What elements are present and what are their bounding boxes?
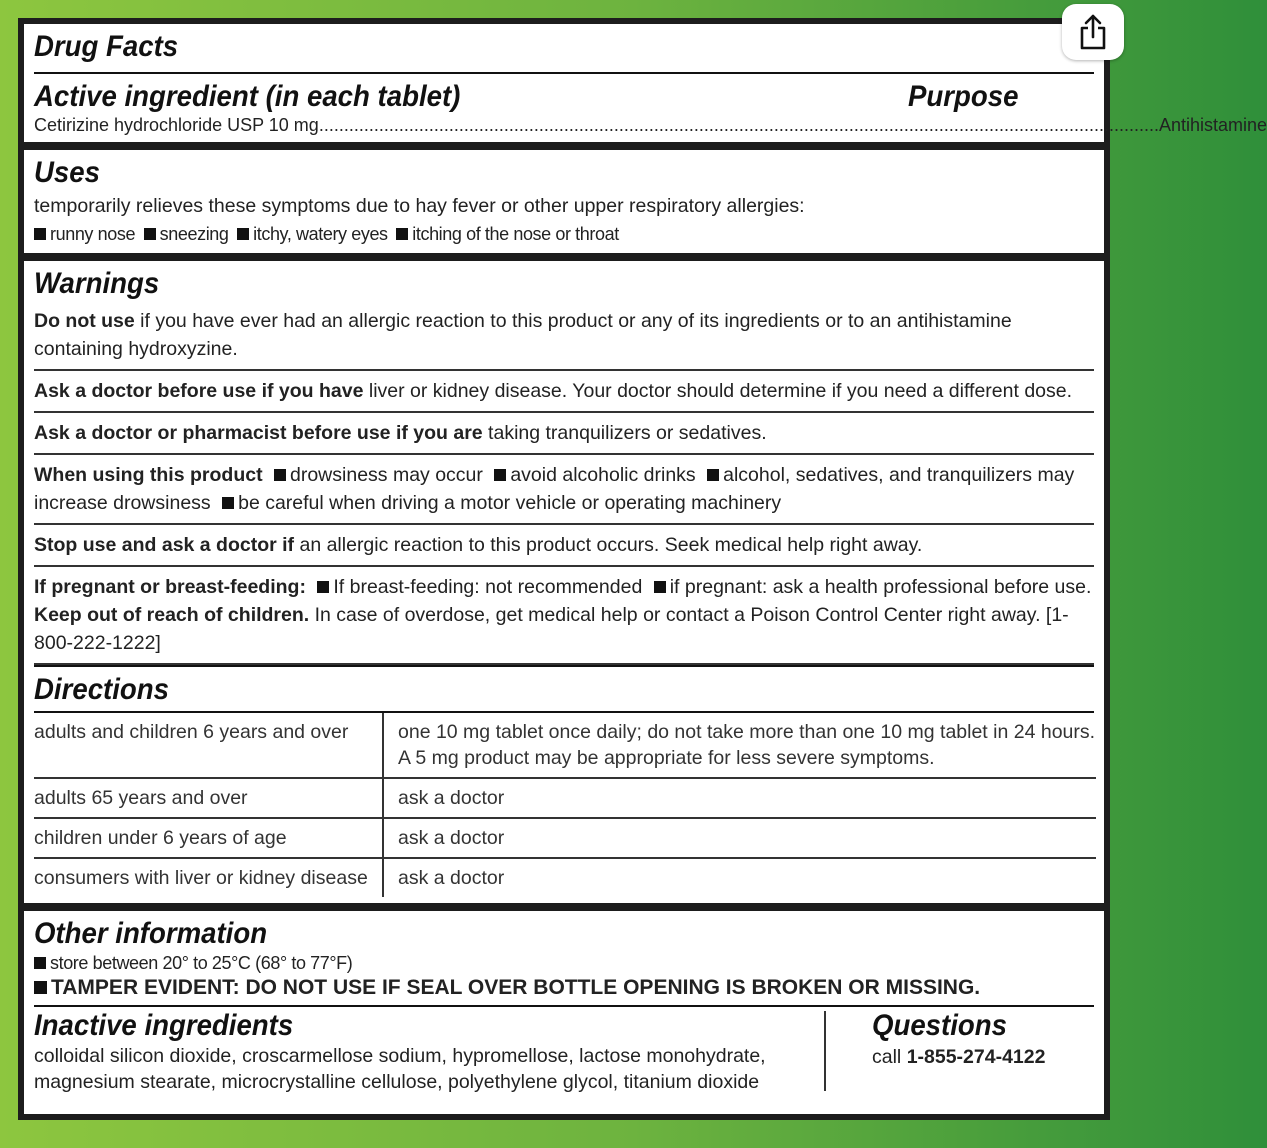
active-ingredient-name: Cetirizine hydrochloride USP 10 mg (34, 115, 319, 135)
store-info: store between 20° to 25°C (68° to 77°F) (34, 951, 1094, 975)
share-icon (1076, 13, 1110, 51)
drug-facts-title: Drug Facts (34, 30, 179, 63)
directions-header: Directions (34, 673, 169, 706)
questions-divider (824, 1011, 826, 1091)
inactive-text: colloidal silicon dioxide, croscarmellose sodium, hypromellose, lactose monohydrate, magnesium stearate, microcrystalline cellulose, polyethylene glycol, titanium dioxide (34, 1045, 766, 1093)
table-row: children under 6 years of age ask a doctor (34, 818, 1096, 858)
use-item: itchy, watery eyes (253, 224, 388, 244)
active-ingredient-header: Active ingredient (in each tablet) (34, 80, 461, 113)
questions-phone: call 1-855-274-4122 (872, 1046, 1046, 1068)
drug-facts-panel (18, 18, 1267, 1120)
uses-box (24, 150, 1104, 253)
warning-pregnant: If pregnant or breast-feeding: If breast-feeding: not recommended if pregnant: ask a health professional before use. Keep out of reach of children. In case of overdose, get medical help or contact a Poison Control Center right away. [1-800-222-1222] (34, 567, 1094, 665)
active-ingredient-purpose: Antihistamine (1158, 115, 1267, 135)
uses-intro: temporarily relieves these symptoms due to hay fever or other upper respiratory allergies: (34, 195, 805, 217)
use-item: sneezing (159, 224, 229, 244)
leader-dots: ........................................................................................................................................................................ (318, 115, 1159, 135)
table-row: adults 65 years and over ask a doctor (34, 778, 1096, 818)
questions-section (872, 1007, 1045, 1071)
uses-list (34, 220, 1094, 248)
active-ingredient-box (24, 24, 1267, 142)
warning-ask-pharmacist: Ask a doctor or pharmacist before use if you are taking tranquilizers or sedatives. (34, 413, 1094, 455)
share-button[interactable] (1062, 4, 1124, 60)
other-info-box (24, 911, 1104, 1114)
uses-header: Uses (34, 156, 100, 189)
tamper-evident: TAMPER EVIDENT: DO NOT USE IF SEAL OVER BOTTLE OPENING IS BROKEN OR MISSING. (34, 975, 1094, 1001)
purpose-header: Purpose (908, 80, 1019, 113)
other-info-header: Other information (34, 917, 268, 950)
use-item: runny nose (50, 224, 136, 244)
table-row: adults and children 6 years and over one 10 mg tablet once daily; do not take more than one 10 mg tablet in 24 hours. A 5 mg product may be appropriate for less severe symptoms. (34, 713, 1096, 778)
warning-when-using: When using this product drowsiness may occur avoid alcoholic drinks alcohol, sedatives, and tranquilizers may increase drowsiness be careful when driving a motor vehicle or operating machinery (34, 455, 1094, 525)
warning-stop-use: Stop use and ask a doctor if an allergic reaction to this product occurs. Seek medical help right away. (34, 525, 1094, 567)
table-row: consumers with liver or kidney disease ask a doctor (34, 858, 1096, 897)
inactive-header: Inactive ingredients (34, 1009, 294, 1042)
use-item: itching of the nose or throat (412, 224, 619, 244)
warnings-header: Warnings (34, 267, 160, 300)
warning-ask-doctor: Ask a doctor before use if you have liver or kidney disease. Your doctor should determine if you need a different dose. (34, 371, 1094, 413)
warning-do-not-use: Do not use if you have ever had an allergic reaction to this product or any of its ingredients or to an antihistamine containing hydroxyzine. (34, 301, 1094, 371)
directions-table (34, 713, 1096, 897)
warnings-box (24, 261, 1104, 903)
questions-header: Questions (872, 1009, 1007, 1042)
inactive-ingredients (34, 1007, 814, 1095)
keep-out-of-reach: Keep out of reach of children. (34, 604, 310, 626)
